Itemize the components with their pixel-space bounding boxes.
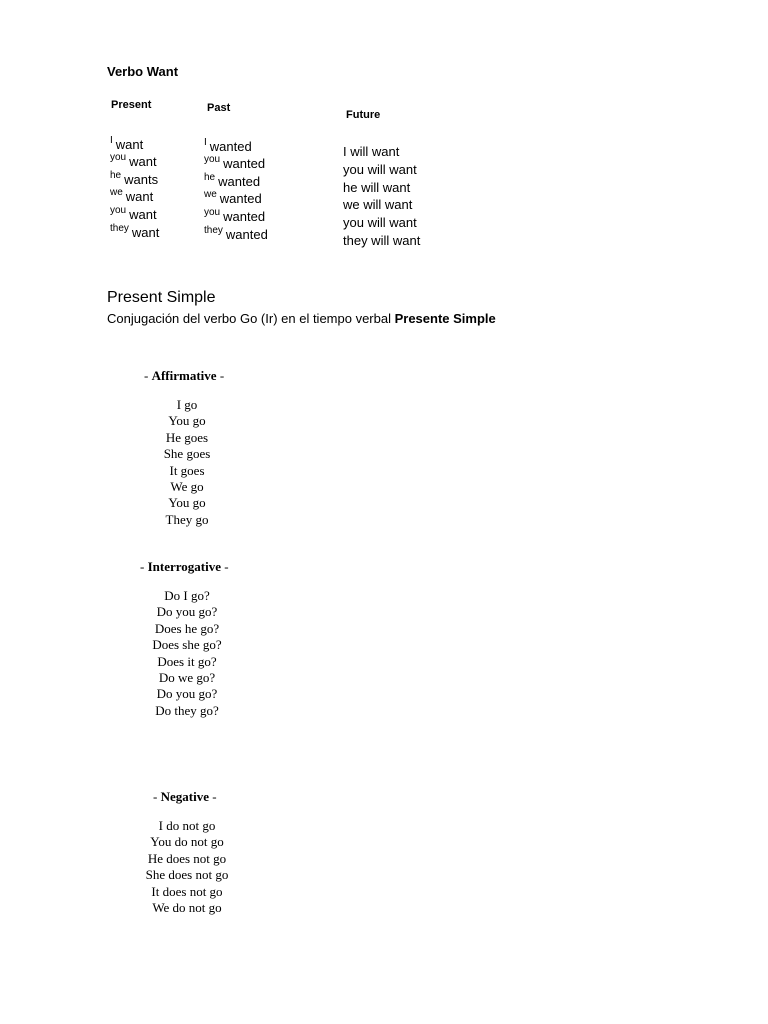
- list-item: Do you go?: [156, 686, 218, 702]
- verb-form: wanted: [223, 209, 266, 224]
- list-item: Do you go?: [156, 604, 218, 620]
- future-row: they will want: [343, 233, 421, 248]
- description-bold-text: Presente Simple: [394, 311, 496, 326]
- verb-form: wants: [124, 172, 159, 187]
- verb-form: wanted: [219, 191, 262, 206]
- pronoun: you: [204, 154, 221, 165]
- past-row: [204, 190, 262, 208]
- affirmative-list: [107, 397, 267, 528]
- list-item: He goes: [165, 429, 209, 445]
- list-item: Do I go?: [164, 588, 210, 603]
- list-item: Does she go?: [152, 637, 222, 653]
- list-item: You do not go: [150, 834, 224, 850]
- verb-form: want: [129, 207, 157, 222]
- verb-form: want: [131, 225, 160, 240]
- interrogative-list: [107, 588, 267, 719]
- present-row: [110, 224, 159, 242]
- list-item: He does not go: [147, 850, 227, 866]
- future-column-header: Future: [346, 109, 381, 121]
- list-item: I do not go: [158, 818, 216, 833]
- list-item: I go: [176, 397, 198, 412]
- pronoun: we: [204, 189, 217, 200]
- present-row: [110, 206, 157, 224]
- pronoun: I: [204, 137, 207, 148]
- past-row: [204, 208, 265, 226]
- pronoun: you: [110, 152, 127, 163]
- present-row: [110, 188, 153, 206]
- affirmative-title: - Affirmative -: [144, 368, 225, 383]
- pronoun: we: [110, 187, 123, 198]
- negative-title: - Negative -: [153, 789, 217, 804]
- list-item: Do we go?: [158, 670, 216, 686]
- verb-form: want: [125, 189, 154, 204]
- future-row: you will want: [343, 162, 417, 177]
- verb-form: wanted: [225, 227, 268, 242]
- interrogative-title: - Interrogative -: [140, 559, 229, 574]
- negative-list: [107, 818, 267, 916]
- list-item: She does not go: [145, 867, 229, 883]
- future-row: I will want: [343, 144, 400, 159]
- future-row: we will want: [343, 197, 413, 212]
- past-row: [204, 226, 268, 244]
- page-title: Verbo Want: [107, 64, 179, 79]
- pronoun: they: [204, 225, 223, 236]
- verb-form: wanted: [218, 174, 261, 189]
- list-item: You go: [168, 495, 206, 511]
- present-column-header: Present: [111, 99, 152, 111]
- list-item: Do they go?: [155, 702, 219, 718]
- verb-form: want: [115, 137, 144, 152]
- list-item: You go: [168, 413, 206, 429]
- verb-form: wanted: [209, 139, 252, 154]
- future-row: he will want: [343, 180, 411, 195]
- list-item: We go: [170, 479, 204, 495]
- list-item: It goes: [169, 462, 205, 478]
- present-row: [110, 153, 157, 171]
- list-item: They go: [165, 511, 209, 527]
- pronoun: you: [110, 205, 127, 216]
- list-item: It does not go: [151, 883, 223, 899]
- section-description: [107, 311, 496, 326]
- pronoun: you: [204, 207, 221, 218]
- list-item: Does he go?: [154, 620, 220, 636]
- list-item: Does it go?: [157, 653, 217, 669]
- future-row: you will want: [343, 215, 417, 230]
- pronoun: he: [204, 172, 216, 183]
- verb-form: want: [129, 154, 157, 169]
- pronoun: he: [110, 170, 122, 181]
- list-item: She goes: [163, 446, 211, 462]
- description-text: Conjugación del verbo Go (Ir) en el tiempo verbal: [107, 311, 395, 326]
- pronoun: I: [110, 135, 113, 146]
- past-row: [204, 155, 265, 173]
- verb-form: wanted: [223, 156, 266, 171]
- past-column-header: Past: [207, 102, 231, 114]
- list-item: We do not go: [152, 900, 222, 916]
- pronoun: they: [110, 223, 129, 234]
- section-heading: Present Simple: [107, 289, 216, 306]
